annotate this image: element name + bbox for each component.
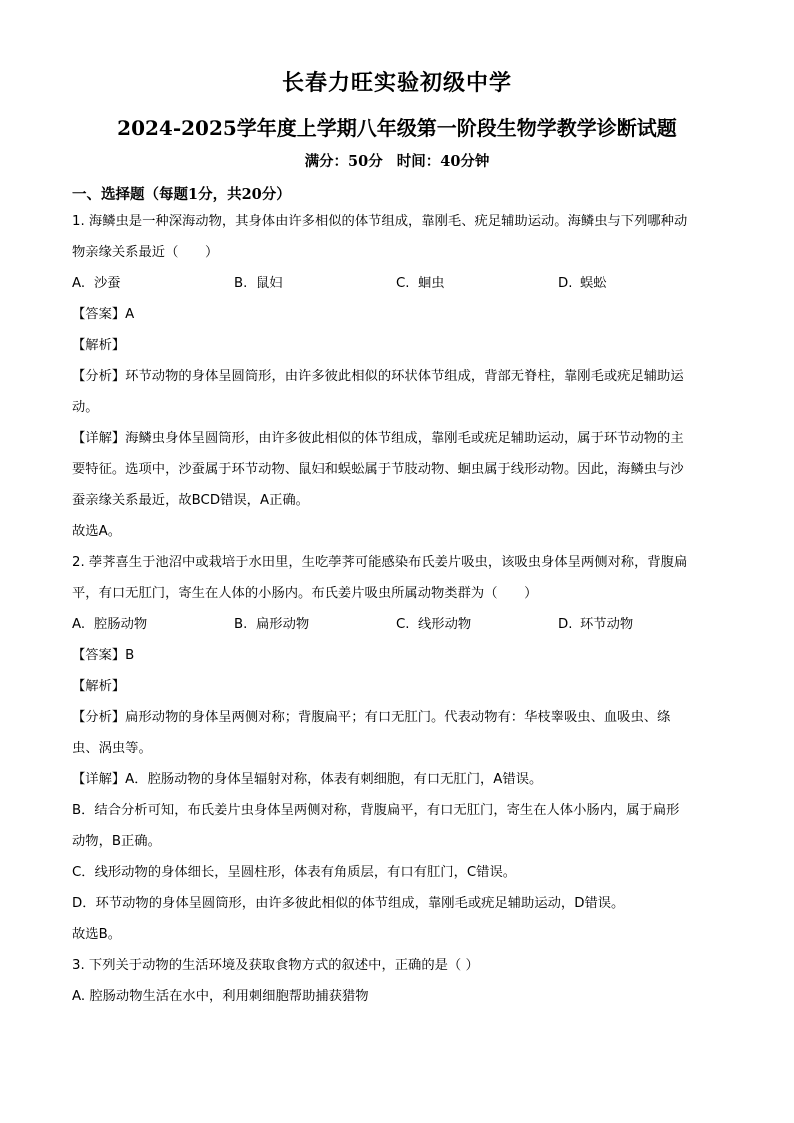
q2-option-d bbox=[558, 609, 720, 640]
q1-analysis-line: 要特征。选项中，沙蚕属于环节动物、鼠妇和蜈蚣属于节肢动物、蛔虫属于线形动物。因此，海鳞虫与沙 bbox=[72, 462, 684, 477]
full-score: 满分：50分 bbox=[304, 153, 383, 170]
q1-option-b bbox=[234, 268, 396, 299]
q2-analysis-line: 【分析】扁形动物的身体呈两侧对称；背腹扁平；有口无肛门。代表动物有：华枝睾吸虫、血吸虫、绦 bbox=[72, 710, 671, 725]
q1-option-c bbox=[396, 268, 558, 299]
option-text: 扁形动物 bbox=[256, 617, 310, 632]
q1-analysis-line: 【详解】海鳞虫身体呈圆筒形，由许多彼此相似的体节组成，靠刚毛或疣足辅助运动，属于环节动物的主 bbox=[72, 431, 684, 446]
q2-option-c bbox=[396, 609, 558, 640]
q2-analysis-line: C．线形动物的身体细长，呈圆柱形，体表有角质层，有口有肛门，C错误。 bbox=[72, 865, 517, 880]
option-text: 蛔虫 bbox=[418, 276, 445, 291]
option-text: 鼠妇 bbox=[256, 276, 283, 291]
q2-analysis-line: 【详解】A．腔肠动物的身体呈辐射对称，体表有刺细胞，有口无肛门，A错误。 bbox=[72, 772, 543, 787]
exam-time: 时间：40分钟 bbox=[396, 153, 490, 170]
q2-stem-line: 平，有口无肛门，寄生在人体的小肠内。布氏姜片吸虫所属动物类群为（ ） bbox=[72, 586, 538, 601]
q2-analysis-line: D．环节动物的身体呈圆筒形，由许多彼此相似的体节组成，靠刚毛或疣足辅助运动，D错误。 bbox=[72, 896, 625, 911]
q1-analysis-line: 动。 bbox=[72, 400, 99, 415]
q1-analysis-label: 【解析】 bbox=[72, 338, 126, 353]
q2-analysis-line: 动物，B正确。 bbox=[72, 834, 161, 849]
q2-stem-line: 2. 荸荠喜生于池沼中或栽培于水田里，生吃荸荠可能感染布氏姜片吸虫，该吸虫身体呈两侧对称，背腹扁 bbox=[72, 555, 688, 570]
q1-option-a bbox=[72, 268, 234, 299]
option-text: 线形动物 bbox=[418, 617, 472, 632]
option-text: 环节动物 bbox=[580, 617, 634, 632]
q1-stem-line: 物亲缘关系最近（ ） bbox=[72, 245, 219, 260]
q2-analysis-line: 故选B。 bbox=[72, 927, 122, 942]
q2-option-a bbox=[72, 609, 234, 640]
option-letter: C. bbox=[396, 276, 410, 291]
q1-analysis-line: 【分析】环节动物的身体呈圆筒形，由许多彼此相似的环状体节组成，背部无脊柱，靠刚毛或疣足辅助运 bbox=[72, 369, 684, 384]
q3-stem-line: 3. 下列关于动物的生活环境及获取食物方式的叙述中，正确的是（ ） bbox=[72, 958, 479, 973]
school-name: 长春力旺实验初级中学 bbox=[281, 70, 512, 96]
q3-option-a: A. 腔肠动物生活在水中，利用刺细胞帮助捕获猎物 bbox=[72, 989, 369, 1004]
q1-answer: 【答案】A bbox=[72, 307, 135, 322]
option-letter: B. bbox=[234, 276, 248, 291]
option-text: 腔肠动物 bbox=[94, 617, 148, 632]
q1-option-d bbox=[558, 268, 720, 299]
q2-analysis-line: B．结合分析可知，布氏姜片虫身体呈两侧对称，背腹扁平，有口无肛门，寄生在人体小肠内，属于扁形 bbox=[72, 803, 680, 818]
option-text: 蜈蚣 bbox=[580, 276, 607, 291]
exam-title: 2024-2025学年度上学期八年级第一阶段生物学教学诊断试题 bbox=[117, 116, 677, 140]
option-letter: D. bbox=[558, 617, 573, 632]
q1-options bbox=[72, 268, 724, 299]
option-text: 沙蚕 bbox=[94, 276, 121, 291]
questions-body bbox=[72, 206, 724, 1012]
option-letter: A. bbox=[72, 276, 86, 291]
option-letter: C. bbox=[396, 617, 410, 632]
option-letter: A. bbox=[72, 617, 86, 632]
q1-analysis-line: 故选A。 bbox=[72, 524, 121, 539]
q2-answer: 【答案】B bbox=[72, 648, 135, 663]
q2-option-b bbox=[234, 609, 396, 640]
q2-analysis-line: 虫、涡虫等。 bbox=[72, 741, 152, 756]
section-heading: 一、选择题（每题1分，共20分） bbox=[72, 186, 291, 203]
q1-stem-line: 1. 海鳞虫是一种深海动物，其身体由许多相似的体节组成，靠刚毛、疣足辅助运动。海鳞虫与下列哪种动 bbox=[72, 214, 688, 229]
q1-analysis-line: 蚕亲缘关系最近，故BCD错误，A正确。 bbox=[72, 493, 309, 508]
option-letter: B. bbox=[234, 617, 248, 632]
q2-analysis-label: 【解析】 bbox=[72, 679, 126, 694]
exam-meta bbox=[0, 150, 794, 171]
q2-options bbox=[72, 609, 724, 640]
option-letter: D. bbox=[558, 276, 573, 291]
